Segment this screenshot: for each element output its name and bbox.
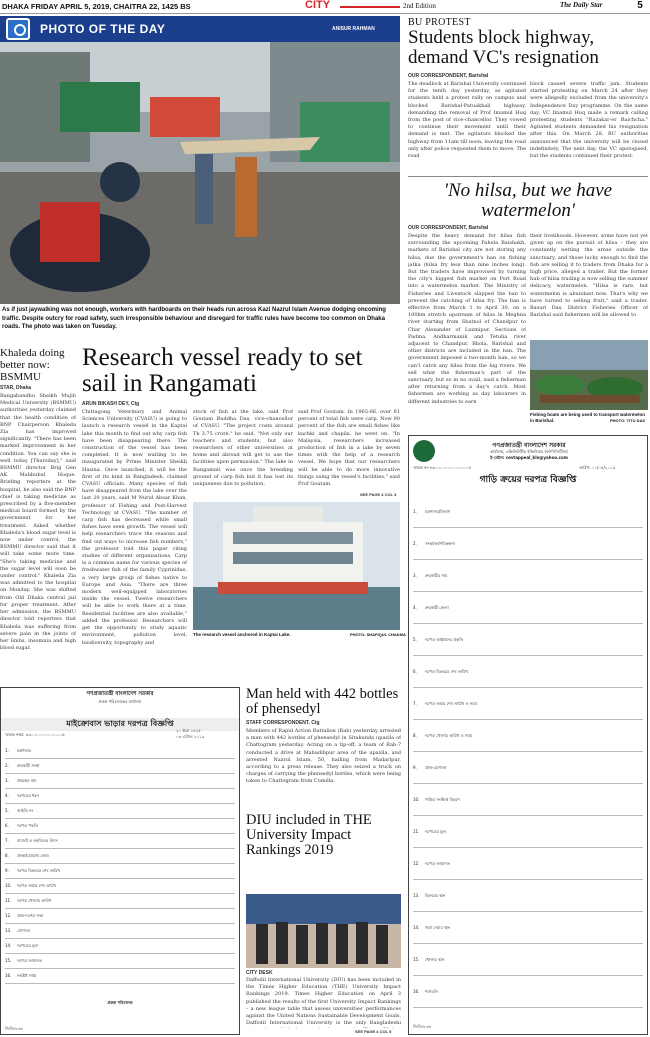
brand-logo: The Daily Star xyxy=(560,1,603,9)
row-label: খোলার স্থান xyxy=(425,957,445,962)
row-label: ক্রয়কারীর নাম xyxy=(425,573,448,578)
table-row xyxy=(413,784,643,816)
ad-left-title: মাইক্রোবাস ভাড়ার দরপত্র বিজ্ঞপ্তি xyxy=(1,718,239,731)
research-vessel-credit: PHOTO: SHAFIQUL CHAKMA xyxy=(350,632,406,637)
ad-right-code: জিডি-৮৩৪ xyxy=(413,1024,432,1029)
diu-jump: SEE PAGE 4 COL 5 xyxy=(355,1029,392,1034)
table-row xyxy=(413,848,643,880)
khaleda-body: Bangabandhu Sheikh Mujib Medical University (BSMMU) authorities yesterday claimed that the health condition of BNP Chairperson Khaleda Zia has improved significantly. "There has been marked improvement in her condition. You can say she is well today [Thursday]," said BSMMU director Brig Gen AK Mahbubul Hoque. Briefing reporters at the hospital, he also said the BNP chief is taking medicine as prescribed by a five-member medical board formed by the government for her treatment. Asked whether Khaleda's blood sugar level is now under control, the BSMMU director said that it will take some more time. "She's taking medicine and the sugar level will soon be under control." Khaleda Zia was admitted to the hospital on Monday. She was shifted from Old Dhaka central jail for proper treatment. After her admission, the BSMMU director told reporters that Khaleda was suffering from severe pain in the joints of her limbs, insomnia and high blood sugar. xyxy=(0,393,76,652)
section-name: CITY xyxy=(305,0,331,11)
row-label: বাজেট ও তহবিলের উৎস xyxy=(17,838,58,843)
row-number: 4. xyxy=(5,793,9,798)
research-vessel-byline: ARUN BIKASH DEY, Ctg xyxy=(82,401,140,407)
section-rule xyxy=(340,6,400,8)
diu-headline: DIU included in THE University Impact Rankings 2019 xyxy=(246,812,372,858)
row-number: 5. xyxy=(413,637,417,642)
hilsa-photo-credit: PHOTO: TITU DAS xyxy=(610,418,646,423)
row-label: দরপত্র জামানত xyxy=(17,958,42,963)
table-row xyxy=(5,834,235,849)
ad-left-code: জিডি-৮৩৮ xyxy=(5,1026,24,1031)
research-vessel-col2: stock of fish at the lake, said Prof Goutam Buddha Das, vice-chancellor of CVASU. "The project costs around Tk 3.75 crore," he said. "Not only our teachers and students, but also researchers of other universities at home and abroad will get to use the facilities upon permission." The lake in Rangamati was once the breeding ground of carp fish but it has lost its uniqueness due to pollution, xyxy=(193,409,293,488)
row-label: দরপত্র বিক্রয়ের শেষ তারিখ xyxy=(17,868,60,873)
table-row xyxy=(5,819,235,834)
row-label: শর্তাবলি xyxy=(425,989,438,994)
hilsa-col1: Despite the heavy demand for hilsa fish surrounding the upcoming Pahela Baishakh, markets of Barishal city are not storing any hilsa, due the government's ban on fishing jatka (hilsa fry less than nine inches long). But the traders have improvised by turning the city's biggest fish market on Port Road into a watermelon market. The Ministry of Fisheries and Livestock slapped the ban to prevent the catching of hilsa fry. The ban is effective from March 1 to April 30, on a 100km stretch upstream of hilsa in Meghna river starting from Shatnol of Chandpur to Char Alexander of Laxmipur. Sections of Padma, Andharmanik and Tetulia river adjacent to Chandpur, Bhola, Barishal and other districts are included in the ban. The government imposed a two-month ban, so we can't catch any hilsa from the big rivers. We sell what the fisherman's part of the sanctuary, but so in no avail, said a fisherman after returning from a day's catch. Most fishermen are working as day labourers in different industries to earn xyxy=(408,233,526,405)
tender-ad-left xyxy=(0,687,240,1035)
row-label: দরপত্র আহ্বানের প্রকৃতি xyxy=(425,637,464,642)
row-label: সংশ্লিষ্ট দপ্তর xyxy=(17,973,37,978)
row-number: 8. xyxy=(413,733,417,738)
row-label: দরপত্রের ধরন xyxy=(17,793,39,798)
table-row xyxy=(413,912,643,944)
ad-left-sign: প্রকল্প পরিচালক xyxy=(107,1000,133,1005)
row-label: দরপত্র জামানত xyxy=(425,861,450,866)
divider xyxy=(408,176,648,177)
table-row xyxy=(5,909,235,924)
ad-left-date: ২০ চৈত্র ১৪২৫ xyxy=(176,728,201,733)
table-row xyxy=(413,880,643,912)
row-number: 10. xyxy=(413,797,420,802)
row-label: দরপত্রের মূল্য xyxy=(425,829,447,834)
row-number: 9. xyxy=(5,868,9,873)
row-number: 12. xyxy=(413,861,420,866)
phensedyl-headline: Man held with 442 bottles of phensedyl xyxy=(246,686,399,717)
table-row xyxy=(5,744,235,759)
table-row xyxy=(413,720,643,752)
ad-left-date2: ০৩ এপ্রিল ২০১৯ xyxy=(176,734,205,739)
row-label: দরপত্র বিক্রয়ের শেষ তারিখ xyxy=(425,669,468,674)
research-vessel-col1: Chittagong Veterinary and Animal Sciences University (CVASU) is going to launch a research vessel in the Kaptai lake this month to find out why carp fish have been disappearing there. The construction of the vessel has been completed. It is now waiting to be inaugurated by Prime Minister Sheikh Hasina. Once launched, it will be the first of its kind in Bangladesh, claimed CVASU officials. Many species of fish have disappeared from the lake over the last 20 years, said M Nurul Absar Khan, professor of Fishing and Post-Harvest Technology at CVASU. "The number of carp fish has decreased while small fishes have seen growth. The vessel will help researchers trace the reasons and find out ways to increase fish numbers," the professor told this paper citing studies of different organisations. Carp is a common name for various species of freshwater fish of the family Cyprinidae, a very large group of fishes native to Europe and Asia. "There are three modern well-equipped laboratories inside the vessel. Twelve researchers will be able to work there at a time. Residential facilities are also available," added the professor. Researchers will get the opportunity to study aquatic environment, pollution level, biodiversity, topography and xyxy=(82,409,187,646)
row-number: 13. xyxy=(413,893,420,898)
table-row xyxy=(5,894,235,909)
ad-right-date: তারিখ: ০১/০৪/২০১৯ xyxy=(579,465,616,470)
row-label: মন্ত্রণালয় xyxy=(17,748,31,753)
row-number: 4. xyxy=(413,605,417,610)
phensedyl-byline: STAFF CORRESPONDENT, Ctg xyxy=(246,720,320,726)
table-row xyxy=(5,924,235,939)
row-number: 8. xyxy=(5,853,9,858)
row-number: 1. xyxy=(413,509,417,514)
photo-of-day-caption: As if just jaywalking was not enough, workers with hardboards on their heads run across Kazi Nazrul Islam Avenue dodging oncoming traffic. Despite outcry for road safety, such irresponsible behaviour and disregard for traffic rules have become too common on Dhaka roads. The photo was taken on Tuesday. xyxy=(2,307,386,330)
hilsa-photo-caption: Fishing boats are being used to transport watermelon in Barishal. xyxy=(530,412,646,423)
row-label: দরপত্র খোলার তারিখ ও সময় xyxy=(425,733,473,738)
diu-body: Daffodil International University (DIU) has been included in the Times Higher Education (THE) University Impact Rankings 2019. Times Higher Education on April 3 published the results of the first University Impact Rankings – a new league table that assess universities' performances against the United Nations Sustainable Development Goals. Daffodil International University is the only Bangladeshi xyxy=(246,977,401,1027)
ad-right-memo: স্মারক নং-৪৬.০১.০০০০.০০০.০০৫ xyxy=(413,465,472,470)
table-row xyxy=(413,624,643,656)
research-vessel-photo xyxy=(193,502,400,630)
row-label: ক্রয়কারী সংস্থা xyxy=(17,763,40,768)
row-label: জমা দেয়ার স্থান xyxy=(425,925,451,930)
table-row xyxy=(5,789,235,804)
table-row xyxy=(5,954,235,969)
table-row xyxy=(413,592,643,624)
row-label: মন্ত্রণালয়/বিভাগ xyxy=(425,509,451,514)
row-number: 15. xyxy=(413,957,420,962)
table-row xyxy=(413,816,643,848)
row-label: প্রকল্প/প্রোগ্রাম কোড xyxy=(17,853,49,858)
row-number: 2. xyxy=(413,541,417,546)
research-vessel-jump: SEE PAGE 4 COL 3 xyxy=(360,492,397,497)
table-row xyxy=(5,774,235,789)
row-label: দরপত্রের মূল্য xyxy=(17,943,39,948)
diu-photo xyxy=(246,894,401,968)
research-vessel-caption: The research vessel anchored in Kaptai Lake. xyxy=(193,632,291,637)
edition-label: 2nd Edition xyxy=(403,2,436,10)
phensedyl-body: Members of Rapid Action Battalion (Rab) yesterday arrested a man with 442 bottles of phensedyl in Sitakunda upazila of Chattogram yesterday. Acting on a tip-off, a team of Rab-7 conducted a drive at Mahadibpur area of the upazila, and arrested Nazrul Islam, 50, hailing from Madaripur, according to a press release. They also seized a truck on charges of carrying the phensedyl bottles, which were being taken to Chattogram from Comilla. xyxy=(246,728,401,785)
table-row xyxy=(5,879,235,894)
bu-protest-col2: block caused severe traffic jam. Students started protesting on March 24 after they were allegedly excluded from the university's Independence Day programme. On the same day, VC Imamul Huq made a remark calling protesting students "Razakar-er Baichcha." Agitated students demanded his resignation after this. On March 28, BU authorities announced that the university will be closed indefinitely. The next day, the VC apologised, but the students continued their protest. xyxy=(530,81,648,160)
ad-left-office: প্রকল্প পরিচালকের কার্যালয় xyxy=(98,699,142,704)
ad-right-office: কার্যালয়, এক্সিকিউটিভ ইঞ্জিনিয়ার (ফ্যাসিলিটিজ) xyxy=(490,449,568,454)
row-number: 7. xyxy=(5,838,9,843)
hilsa-col2: their livelihoods. However, some have not yet given up on the pursuit of hilsa – they are constantly netting the areas outside the sanctuary, and those lucky enough to find the fish are selling it to traders from Dhaka for a high price, alleged a trader. But the former hub of hilsa trading is now selling the summer delicacy, watermelon. "Hilsa is rare, but watermelon is abundant now. That's why we have turned to selling fruit," said a trader. Basuri Das, District Fisheries Officer of Barishal said fishermen will be allowed to xyxy=(530,233,648,319)
table-row xyxy=(413,528,643,560)
ad-right-title: গাড়ি ক্রয়ের দরপত্র বিজ্ঞপ্তি xyxy=(479,475,577,485)
hilsa-photo xyxy=(530,340,648,410)
row-number: 3. xyxy=(5,778,9,783)
khaleda-headline: Khaleda doing better now: BSMMU xyxy=(0,347,65,383)
row-number: 14. xyxy=(413,925,420,930)
bu-protest-col1: The deadlock at Barishal University continued for the tenth day yesterday, as agitated students held a protest rally on campus and blocked Barishal-Patuakhali highway, demanding the removal of Prof Imamul Huq from the post of vice-chancellor. They vowed to continue their movement until their demand is met. The agitators blocked the highway from 11am till noon, leaving the road only after police requested them to move. The road xyxy=(408,81,526,160)
row-number: 9. xyxy=(413,765,417,770)
tender-ad-right xyxy=(408,435,648,1035)
row-label: দরপত্র জমার শেষ তারিখ ও সময় xyxy=(425,701,477,706)
table-row xyxy=(5,849,235,864)
photo-credit: ANISUR RAHMAN xyxy=(332,26,375,32)
row-label: বিক্রয়ের স্থান xyxy=(425,893,446,898)
row-label: প্রাক-যোগ্যতা xyxy=(425,765,447,770)
table-row xyxy=(5,864,235,879)
diu-byline: CITY DESK xyxy=(246,970,273,976)
row-number: 11. xyxy=(413,829,420,834)
row-label: সংস্থা/কর্মপরিকল্পনা xyxy=(425,541,455,546)
khaleda-byline: STAR, Dhaka xyxy=(0,385,32,391)
row-label: দরপত্র খোলার তারিখ xyxy=(17,898,52,903)
row-number: 6. xyxy=(5,823,9,828)
table-row xyxy=(413,560,643,592)
row-number: 3. xyxy=(413,573,417,578)
bu-protest-headline: Students block highway, demand VC's resignation xyxy=(408,27,599,68)
row-number: 16. xyxy=(5,973,12,978)
ad-left-govt: গণপ্রজাতন্ত্রী বাংলাদেশ সরকার xyxy=(86,691,154,697)
bu-protest-kicker: BU PROTEST xyxy=(408,17,471,28)
ad-left-memo: স্মারক নম্বর: ৩৩.০১.০০০০.০০০.০৬ xyxy=(5,732,65,737)
photo-of-day-image xyxy=(0,42,400,304)
row-number: 13. xyxy=(5,928,12,933)
table-row xyxy=(5,939,235,954)
row-number: 14. xyxy=(5,943,12,948)
row-number: 5. xyxy=(5,808,9,813)
row-label: গাড়ির সংক্ষিপ্ত বিবরণ xyxy=(425,797,460,802)
research-vessel-col3: said Prof Goutam. In 1965-66, over 81 percent of total fish were carp. Now 90 percent of the fish are small fishes like kachki and chapila, he went on. "In Malaysia, researchers increased production of fish in a lake by seven times with the help of a research vessel. We hope that our researchers will be able to do more innovative things using the vessel's facilities," said Prof Goutam. xyxy=(298,409,400,488)
table-row xyxy=(5,969,235,984)
row-label: প্রাক-দরপত্র সভা xyxy=(17,913,44,918)
row-number: 1. xyxy=(5,748,9,753)
row-number: 10. xyxy=(5,883,12,888)
bu-protest-byline: OUR CORRESPONDENT, Barishal xyxy=(408,73,489,79)
table-row xyxy=(5,804,235,819)
camera-icon xyxy=(6,18,30,40)
ad-right-govt: গণপ্রজাতন্ত্রী বাংলাদেশ সরকার xyxy=(492,442,566,449)
table-row xyxy=(413,944,643,976)
table-row xyxy=(413,656,643,688)
row-label: দরপত্র পদ্ধতি xyxy=(17,823,39,828)
row-number: 2. xyxy=(5,763,9,768)
row-number: 15. xyxy=(5,958,12,963)
government-seal xyxy=(413,440,435,462)
page-number: 5 xyxy=(630,0,650,13)
hilsa-headline: 'No hilsa, but we have watermelon' xyxy=(443,180,613,221)
table-row xyxy=(413,496,643,528)
row-number: 11. xyxy=(5,898,12,903)
row-number: 7. xyxy=(413,701,417,706)
row-number: 6. xyxy=(413,669,417,674)
row-label: আইডি নং xyxy=(17,808,34,813)
hilsa-byline: OUR CORRESPONDENT, Barishal xyxy=(408,225,489,231)
ad-right-email: ই-মেইল: cevtappeal_kln@yahoo.com xyxy=(490,455,568,460)
row-label: যোগ্যতা xyxy=(17,928,31,933)
row-number: 16. xyxy=(413,989,420,994)
row-label: ক্রয়কারী জেলা xyxy=(425,605,449,610)
table-row xyxy=(413,752,643,784)
row-label: প্রকল্পের নাম xyxy=(17,778,37,783)
research-vessel-headline: Research vessel ready to set sail in Rangamati xyxy=(82,344,363,397)
row-number: 12. xyxy=(5,913,12,918)
table-row xyxy=(413,688,643,720)
table-row xyxy=(5,759,235,774)
row-label: দরপত্র জমার শেষ তারিখ xyxy=(17,883,57,888)
table-row xyxy=(413,976,643,1008)
photo-of-day-title: PHOTO OF THE DAY xyxy=(40,22,166,36)
dateline: DHAKA FRIDAY APRIL 5, 2019, CHAITRA 22, 1425 BS xyxy=(2,2,191,11)
